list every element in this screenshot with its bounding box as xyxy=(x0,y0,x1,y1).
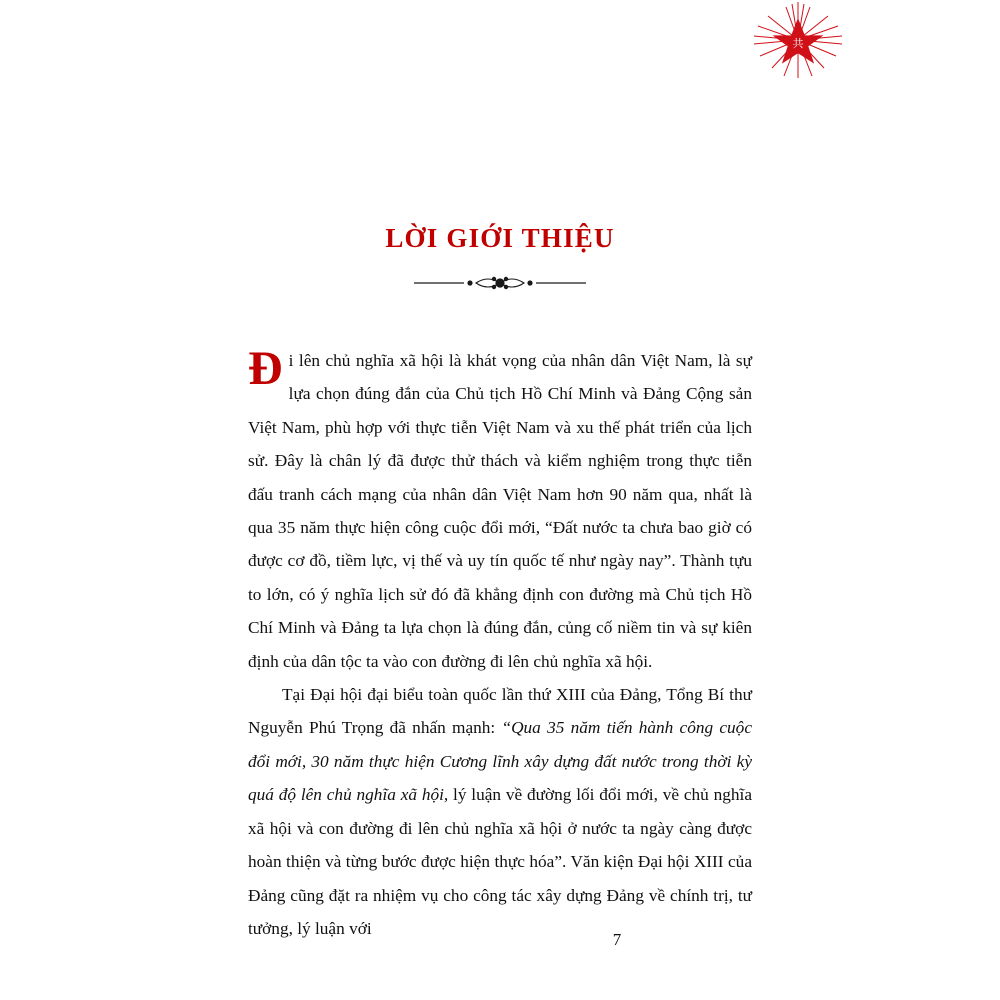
page-title: LỜI GIỚI THIỆU xyxy=(385,223,615,253)
paragraph-2-run-3: lý luận về đường lối đổi mới, về chủ nghĩa xã hội và con đường đi lên chủ nghĩa xã hội ở nước ta ngày càng được hoàn thiện và từng bước được hiện thực hóa”. Văn kiện Đại hội XIII của Đảng cũng đặt ra nhiệm vụ cho công tác xây dựng Đảng về chính trị, tư tưởng, lý luận với xyxy=(248,785,752,938)
page-title-block xyxy=(0,222,1000,254)
drop-cap: Đ xyxy=(248,342,283,395)
paragraph-2 xyxy=(248,678,752,945)
paragraph-2-quote: “Qua 35 năm tiến hành công cuộc đổi mới, 30 năm thực hiện Cương lĩnh xây dựng đất nước trong thời kỳ quá độ lên chủ nghĩa xã hội, xyxy=(248,718,752,805)
svg-text:共: 共 xyxy=(792,38,804,50)
body-text xyxy=(248,344,752,945)
page-number-container xyxy=(0,930,1000,950)
floral-divider-ornament xyxy=(0,272,1000,294)
page-number: 7 xyxy=(612,930,622,949)
paragraph-1-run-1: i lên chủ nghĩa xã hội là khát vọng của nhân dân Việt Nam, là sự lựa chọn đúng đắn của Chủ tịch Hồ Chí Minh và Đảng Cộng sản Việt Nam, phù hợp với thực tiễn Việt Nam và xu thế phát triển của lịch sử. Đây là chân lý đã được thử thách và kiểm nghiệm trong thực tiễn đấu tranh cách mạng của nhân dân Việt Nam hơn 90 năm qua, nhất là qua 35 năm thực hiện công cuộc đổi mới, “Đất nước ta chưa bao giờ có được cơ đồ, tiềm lực, vị thế và uy tín quốc tế như ngày nay”. Thành tựu to lớn, có ý nghĩa lịch sử đó đã khẳng định con đường mà Chủ tịch Hồ Chí Minh và Đảng ta lựa chọn là đúng đắn, củng cố niềm tin và sự kiên định của dân tộc ta vào con đường đi lên chủ nghĩa xã hội. xyxy=(248,351,752,671)
paragraph-2-run-1: Tại Đại hội đại biểu toàn quốc lần thứ XIII của Đảng, Tổng Bí thư Nguyễn Phú Trọng đã nhấn mạnh: xyxy=(248,685,752,738)
paragraph-1 xyxy=(248,344,752,678)
star-burst-emblem xyxy=(752,2,844,78)
